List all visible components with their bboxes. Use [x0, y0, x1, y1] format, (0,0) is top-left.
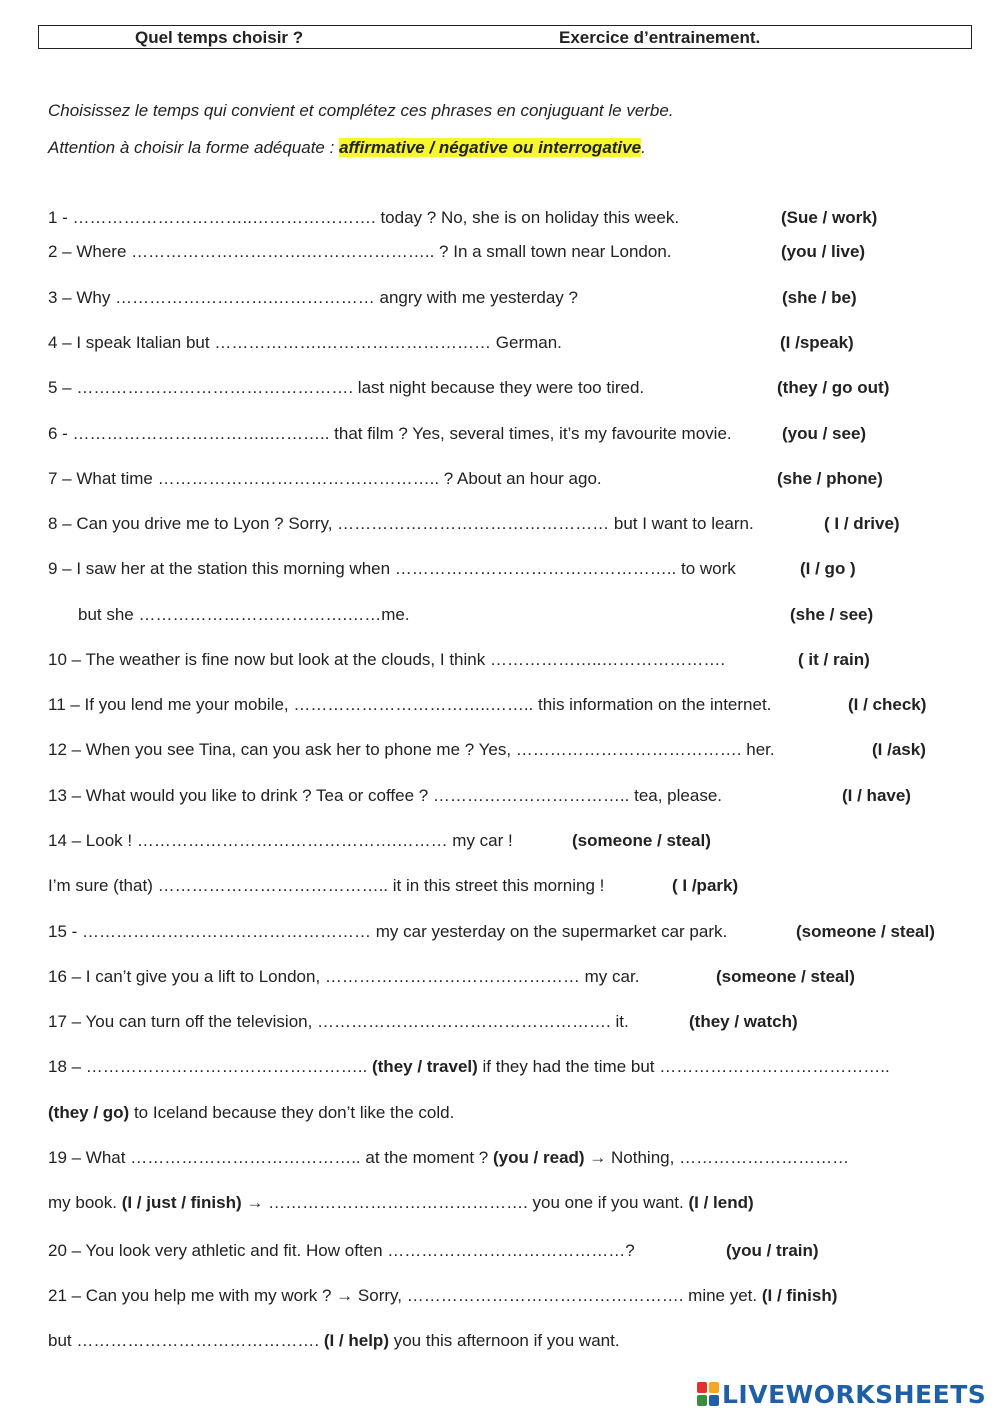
sentence: 21 – Can you help me with my work ? → Sorry, …………………………………………. mine yet.: [48, 1286, 762, 1305]
sentence: 8 – Can you drive me to Lyon ? Sorry, ………………………………………… but I want to learn.: [48, 514, 754, 533]
exercise-line-7: [48, 469, 602, 489]
sentence: 14 – Look ! ……………………………………….……… my car !: [48, 831, 513, 850]
title-box: [38, 25, 972, 49]
verb-hint-20: (you / train): [726, 1241, 819, 1260]
sentence: but she ……………………………….……me.: [78, 605, 410, 624]
verb-hint-19b-1: (I / just / finish): [121, 1193, 242, 1212]
verb-hint-9b: (she / see): [790, 605, 874, 624]
exercise-line-5: [48, 378, 644, 398]
verb-hint-15: (someone / steal): [796, 922, 935, 941]
sentence: 12 – When you see Tina, can you ask her to phone me ? Yes, …………………………………. her.: [48, 740, 775, 759]
worksheet-subtitle: Exercice d’entrainement.: [559, 28, 761, 47]
instruction-suffix: .: [641, 138, 646, 157]
sentence: 1 - …………………………..…………………. today ? No, she is on holiday this week.: [48, 208, 680, 227]
verb-hint-5: (they / go out): [777, 378, 890, 397]
sentence: 17 – You can turn off the television, ……………………………………………. it.: [48, 1012, 629, 1031]
verb-hint-1: (Sue / work): [781, 208, 878, 227]
exercise-line-21b: [48, 1331, 620, 1351]
exercise-line-8: [48, 514, 754, 534]
verb-hint-14: (someone / steal): [572, 831, 711, 850]
exercise-line-18: [48, 1057, 890, 1077]
sentence-end: → Nothing, …………………………: [584, 1148, 850, 1167]
verb-hint-13: (I / have): [842, 786, 911, 805]
exercise-line-14b: [48, 876, 604, 896]
exercise-line-11: [48, 695, 771, 715]
sentence-start: my book.: [48, 1193, 122, 1212]
sentence-end: if they had the time but …………………………………..: [477, 1057, 890, 1076]
exercise-line-4: [48, 333, 562, 353]
verb-hint-21b: (I / help): [323, 1331, 389, 1350]
exercise-line-6: [48, 424, 732, 444]
exercise-line-16: [48, 967, 639, 987]
sentence: 5 – …………………………………………. last night because they were too tired.: [48, 378, 645, 397]
exercise-line-18b: [48, 1103, 454, 1123]
sentence: 10 – The weather is fine now but look at the clouds, I think ………………..………………….: [48, 650, 726, 669]
instruction-prefix: Attention à choisir la forme adéquate :: [48, 138, 340, 157]
sentence-end: you this afternoon if you want.: [388, 1331, 620, 1350]
sentence: 15 - …………………………………………… my car yesterday on the supermarket car park.: [48, 922, 728, 941]
verb-hint-10: ( it / rain): [798, 650, 870, 669]
instruction-line-2: [48, 138, 646, 158]
sentence: 11 – If you lend me your mobile, ……………………………..…….. this information on the internet.: [48, 695, 772, 714]
verb-hint-12: (I /ask): [872, 740, 926, 759]
sentence-start: 19 – What ………………………………….. at the moment ?: [48, 1148, 493, 1167]
verb-hint-11: (I / check): [848, 695, 927, 714]
logo-squares-icon: [697, 1382, 719, 1406]
exercise-line-13: [48, 786, 722, 806]
sentence-middle: → ………………………………………. you one if you want.: [241, 1193, 689, 1212]
sentence: 7 – What time ………………………………………….. ? About an hour ago.: [48, 469, 602, 488]
verb-hint-14b: ( I /park): [672, 876, 739, 895]
exercise-line-12: [48, 740, 775, 760]
verb-hint-4: (I /speak): [780, 333, 854, 352]
sentence: 4 – I speak Italian but ……………….………………………… German.: [48, 333, 562, 352]
sentence: 2 – Where ………………………….………………….. ? In a small town near London.: [48, 242, 672, 261]
verb-hint-2: (you / live): [781, 242, 866, 261]
worksheet-title: Quel temps choisir ?: [135, 28, 304, 47]
exercise-line-19b: [48, 1193, 754, 1213]
sentence: 9 – I saw her at the station this morning when ………………………………………….. to work: [48, 559, 736, 578]
sentence: 3 – Why ……………………….……………… angry with me yesterday ?: [48, 288, 578, 307]
verb-hint-9: (I / go ): [800, 559, 856, 578]
verb-hint-19b-2: (I / lend): [688, 1193, 754, 1212]
exercise-line-15: [48, 922, 727, 942]
exercise-line-20: [48, 1241, 635, 1261]
verb-hint-6: (you / see): [782, 424, 867, 443]
verb-hint-18a: (they / travel): [371, 1057, 478, 1076]
verb-hint-17: (they / watch): [689, 1012, 798, 1031]
sentence: 16 – I can’t give you a lift to London, ……………………………………… my car.: [48, 967, 640, 986]
highlighted-forms: affirmative / négative ou interrogative: [339, 138, 642, 157]
exercise-line-17: [48, 1012, 629, 1032]
sentence: I’m sure (that) ………………………………….. it in this street this morning !: [48, 876, 605, 895]
exercise-line-9b: [78, 605, 410, 625]
verb-hint-19: (you / read): [492, 1148, 585, 1167]
sentence: 20 – You look very athletic and fit. How often ……………………………………?: [48, 1241, 635, 1260]
instruction-line-1: Choisissez le temps qui convient et complétez ces phrases en conjuguant le verbe.: [48, 101, 674, 120]
verb-hint-18b: (they / go): [48, 1103, 130, 1122]
sentence-start: 18 – …………………………………………..: [48, 1057, 372, 1076]
verb-hint-21: (I / finish): [761, 1286, 838, 1305]
exercise-line-14: [48, 831, 513, 851]
exercise-line-3: [48, 288, 578, 308]
exercise-line-10: [48, 650, 725, 670]
verb-hint-3: (she / be): [782, 288, 857, 307]
verb-hint-7: (she / phone): [777, 469, 883, 488]
sentence: 13 – What would you like to drink ? Tea or coffee ? …………………………….. tea, please.: [48, 786, 722, 805]
verb-hint-16: (someone / steal): [716, 967, 855, 986]
verb-hint-8: ( I / drive): [824, 514, 900, 533]
exercise-line-2: [48, 242, 672, 262]
sentence: 6 - ……………………………..……….. that film ? Yes, several times, it’s my favourite movie.: [48, 424, 732, 443]
sentence: to Iceland because they don’t like the cold.: [129, 1103, 455, 1122]
sentence-start: but …………………………………….: [48, 1331, 324, 1350]
exercise-line-21: [48, 1286, 837, 1306]
exercise-line-1: [48, 208, 679, 228]
liveworksheets-logo[interactable]: [697, 1377, 986, 1411]
brand-name: LIVEWORKSHEETS: [722, 1379, 987, 1409]
exercise-line-9: [48, 559, 736, 579]
exercise-line-19: [48, 1148, 849, 1168]
